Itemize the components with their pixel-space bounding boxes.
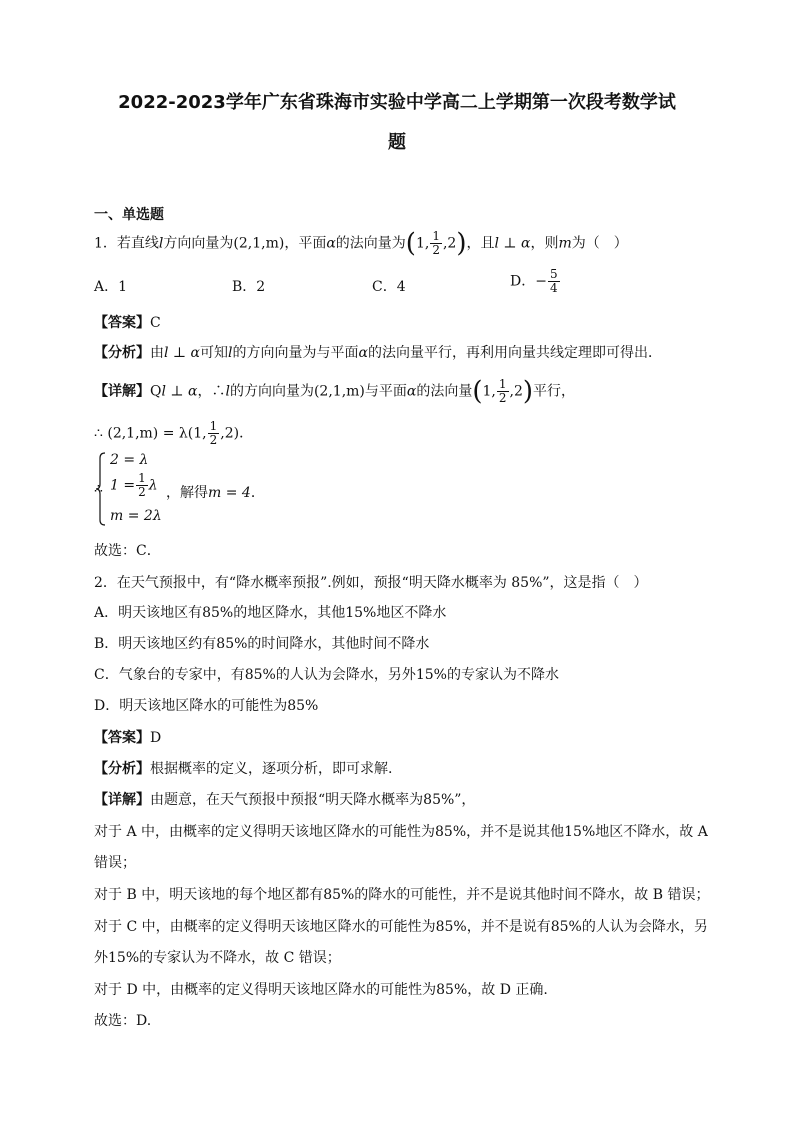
q2-analysis: 【分析】根据概率的定义，逐项分析，即可求解.	[94, 761, 393, 777]
brace-icon	[96, 452, 106, 526]
q1-option-b: B．2	[232, 279, 266, 295]
q1-option-d: D．− $\frac{5}{4}$	[510, 267, 558, 295]
q1-equation: ∴ (2,1,m) = λ(1, $\frac{1}{2}$ ,2)．	[94, 419, 254, 447]
q1-system-eq1: 2 = λ	[110, 452, 149, 468]
q1-system-result: ，解得m = 4．	[166, 485, 265, 501]
q2-option-d: D．明天该地区降水的可能性为85%	[94, 698, 319, 714]
q1-detail: 【详解】Ql ⊥ α，∴l的方向向量为(2,1,m)与平面α的法向量(1, $\frac{1}{2}$ ,2)平行，	[94, 376, 576, 407]
q2-option-b: B．明天该地区约有85%的时间降水，其他时间不降水	[94, 636, 430, 652]
q2-detail-c-line2: 外15%的专家认为不降水，故 C 错误；	[94, 950, 341, 966]
q2-option-a: A．明天该地区有85%的地区降水，其他15%地区不降水	[94, 605, 447, 621]
q2-detail-a-line1: 对于 A 中，由概率的定义得明天该地区降水的可能性为85%，并不是说其他15%地区不降水，故 A	[94, 824, 708, 840]
q1-system-eq3: m = 2λ	[110, 508, 162, 524]
q1-answer: 【答案】C	[94, 315, 161, 331]
q1-conclusion: 故选：C．	[94, 543, 161, 559]
doc-title-line1: 2022-2023学年广东省珠海市实验中学高二上学期第一次段考数学试	[118, 92, 676, 113]
q1-system-eq2: 1 = $\frac{1}{2}$ λ	[110, 471, 158, 499]
q2-detail: 【详解】由题意，在天气预报中预报“明天降水概率为85%”，	[94, 792, 476, 808]
q2-detail-d: 对于 D 中，由概率的定义得明天该地区降水的可能性为85%，故 D 正确.	[94, 982, 548, 998]
q1-analysis: 【分析】由l ⊥ α可知l的方向向量为与平面α的法向量平行，再利用向量共线定理即可得出．	[94, 345, 662, 361]
q1-vector-direction: (2,1,m)	[233, 235, 285, 252]
doc-title-line2: 题	[388, 132, 406, 153]
q1-fraction-half: $\frac{1}{2}$	[432, 229, 440, 257]
section-heading: 一、单选题	[94, 207, 164, 223]
q1-option-c: C．4	[372, 279, 406, 295]
q2-detail-c-line1: 对于 C 中，由概率的定义得明天该地区降水的可能性为85%，并不是说有85%的人认为会降水，另	[94, 919, 708, 935]
q1-stem: 1．若直线l方向向量为(2,1,m)，平面α的法向量为(1, $\frac{1}{2}$ ,2)，且l ⊥ α，则m为（ ）	[94, 228, 628, 259]
q1-option-a: A．1	[94, 279, 128, 295]
q2-detail-b: 对于 B 中，明天该地的每个地区都有85%的降水的可能性，并不是说其他时间不降水，故 B 错误；	[94, 887, 710, 903]
q2-stem: 2．在天气预报中，有“降水概率预报”.例如，预报“明天降水概率为 85%”，这是指（ ）	[94, 575, 648, 591]
q2-detail-a-line2: 错误；	[94, 855, 136, 871]
q2-conclusion: 故选：D.	[94, 1013, 152, 1029]
q2-option-c: C．气象台的专家中，有85%的人认为会降水，另外15%的专家认为不降水	[94, 667, 559, 683]
q1-system-prefix: ∴	[94, 481, 103, 497]
q2-answer: 【答案】D	[94, 730, 162, 746]
